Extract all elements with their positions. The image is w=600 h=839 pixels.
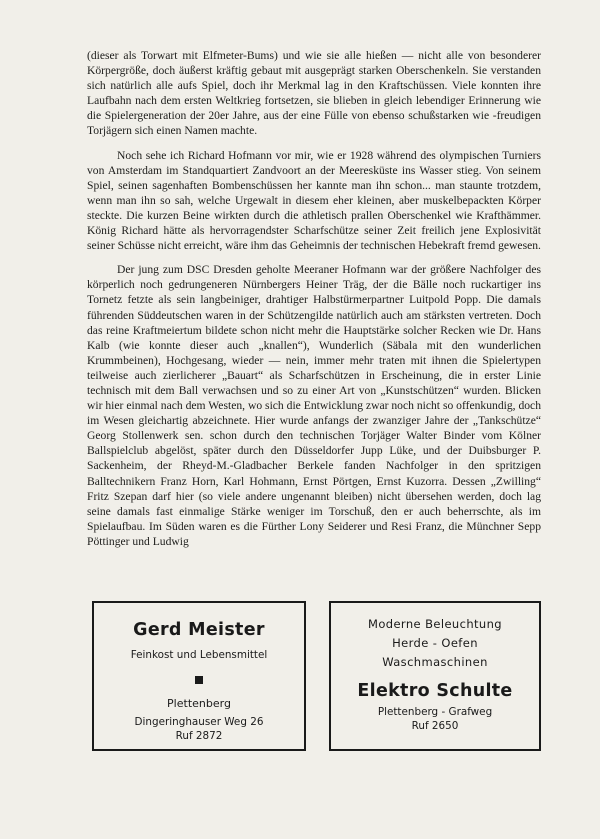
ad-business-subtitle: Feinkost und Lebensmittel (130, 649, 268, 661)
article-paragraph-2: Noch sehe ich Richard Hofmann vor mir, wie er 1928 während des olympischen Turniers von Amsterdam im Standquartiert Zandvoort an der Meeresküste ins Wasser stieg. Von seinem Spiel, seinen sagenhaften Bombenschüssen her kannte man ihn schon... man staunte trotzdem, wenn man ihn so sah, welche Urgewalt in diesem eher kleinen, aber muskelbepackten Körper steckte. Die kurzen Beine wirkten durch die athletisch prallen Oberschenkel wie Krafthämmer. König Richard hätte als hervorragendster Scharfschütze seiner Zeit freilich jene Explosivität seiner Schüsse nicht erreicht, wäre ihm das Geheimnis der technischen Hebekraft fremd gewesen. (87, 148, 541, 253)
article-paragraph-1: (dieser als Torwart mit Elfmeter-Bums) und wie sie alle hießen — nicht alle von besonderer Körpergröße, doch äußerst kräftig gebaut mit ausgeprägt starken Oberschenkeln. Sie verstanden sich natürlich alle aufs Spiel, doch ihr Merkmal lag in den Kraftschüssen. Viele konnten ihre Laufbahn nach dem ersten Weltkrieg fortsetzen, sie blieben in gleich lebendiger Erinnerung wie die Spielergeneration der 20er Jahre, aus der eine Fülle von ebenso schußstarken wie -freudigen Torjägern sich einen Namen machte. (87, 49, 541, 138)
ad-business-name: Elektro Schulte (357, 681, 513, 701)
ad-service-line-1: Moderne Beleuchtung (368, 617, 502, 631)
ad-address: Dingeringhauser Weg 26 (134, 716, 264, 728)
article-text (87, 48, 541, 558)
ad-service-line-2: Herde - Oefen (392, 636, 478, 650)
article-paragraph-3: Der jung zum DSC Dresden geholte Meeraner Hofmann war der größere Nachfolger des körperlich noch gedrungeneren Nürnbergers Heiner Träg, der die Bälle noch ruckartiger ins Tornetz fetzte als sein langbeiniger, drahtiger Halbstürmerpartner Luitpold Popp. Die damals führenden Süddeutschen waren in der Schützengilde natürlich auch am stärksten vertreten. Doch das reine Kraftmeiertum bildete schon nicht mehr die Hauptstärke solcher Recken wie Dr. Hans Kalb (wie konnte dieser auch „knallen“), Wunderlich (Säbala mit den wunderlichen Krummbeinen), Hochgesang, wieder — nein, immer mehr traten mit ihnen die Spielertypen teilweise auch zierlicherer „Bauart“ als Scharfschützen in Erscheinung, die in erster Linie technisch mit dem Ball verwachsen und so zu einer Art von „Kunstschützen“ wurden. Blicken wir hier einmal nach dem Westen, wo sich die Entwicklung zwar noch nicht so offenkundig, doch im Wesen gleichartig abzeichnete. Hier wurde anfangs der zwanziger Jahre der „Tankschütze“ Georg Stollenwerk sen. schon durch den technischen Torjäger Walter Binder vom Kölner Ballspielclub abgelöst, später durch den Düsseldorfer Jupp Lüke, und der Duibsburger P. Sackenheim, der Rheyd-M.-Gladbacher Berkele fanden Nachfolger in den spritzigen Balltechnikern Franz Horn, Karl Hohmann, Ernst Pörtgen, Ernst Kuzorra. Dessen „Zwilling“ Fritz Szepan darf hier (so viele andere ungenannt bleiben) nicht übersehen werden, doch lag seine damals fast einmalige Stärke weniger im Torschuß, den er auch beherrschte, als im Spielaufbau. Im Süden waren es die Fürther Lony Seiderer und Resi Franz, die Münchner Sepp Pöttinger und Ludwig (87, 263, 541, 548)
advertisement-elektro-schulte (329, 601, 541, 751)
ad-city: Plettenberg (167, 697, 231, 710)
square-bullet-icon (195, 676, 203, 684)
advertisement-gerd-meister (92, 601, 306, 751)
ad-service-line-3: Waschmaschinen (382, 655, 488, 669)
ad-phone: Ruf 2872 (175, 730, 223, 742)
ad-city: Plettenberg - Grafweg (377, 706, 493, 718)
ad-business-name: Gerd Meister (133, 620, 265, 640)
ad-phone: Ruf 2650 (411, 720, 459, 732)
